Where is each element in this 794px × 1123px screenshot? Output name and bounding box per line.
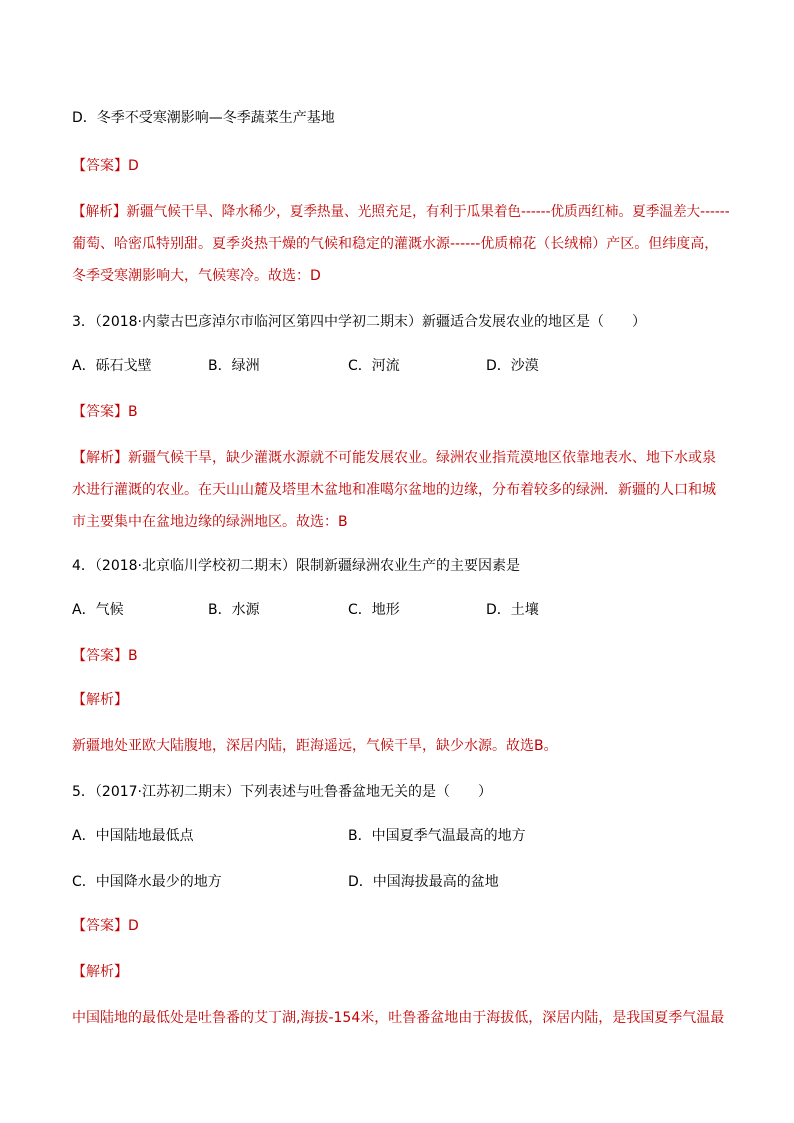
q4-option-a[interactable]: A．气候 <box>72 602 124 618</box>
q4-analysis-text: 新疆地处亚欧大陆腹地，深居内陆，距海遥远，气候干旱，缺少水源。故选B。 <box>72 738 558 754</box>
answer-value: B <box>128 404 138 420</box>
q2-analysis-line-1 <box>72 202 730 222</box>
q2-answer <box>72 156 139 176</box>
q3-analysis-line-3: 市主要集中在盆地边缘的绿洲地区。故选：B <box>72 514 348 530</box>
analysis-tag: 【解析】 <box>72 204 127 220</box>
q4-stem: 4．（2018·北京临川学校初二期末）限制新疆绿洲农业生产的主要因素是 <box>72 558 520 574</box>
q4-option-b[interactable]: B．水源 <box>208 602 260 618</box>
q2-analysis-line-2: 葡萄、哈密瓜特别甜。夏季炎热干燥的气候和稳定的灌溉水源------优质棉花（长绒棉）产区。但纬度高， <box>72 236 719 252</box>
answer-tag: 【答案】 <box>72 158 128 174</box>
q4-answer <box>72 646 138 666</box>
q4-analysis-label: 【解析】 <box>72 692 128 708</box>
q3-option-a[interactable]: A．砾石戈壁 <box>72 358 152 374</box>
q4-option-c[interactable]: C．地形 <box>348 602 400 618</box>
q5-option-a[interactable]: A．中国陆地最低点 <box>72 828 194 844</box>
q5-option-b[interactable]: B．中国夏季气温最高的地方 <box>348 828 526 844</box>
answer-value: D <box>128 918 139 934</box>
q3-option-d[interactable]: D．沙漠 <box>486 358 539 374</box>
q2-analysis-line-3: 冬季受寒潮影响大，气候寒冷。故选：D <box>72 268 321 284</box>
q3-answer <box>72 402 138 422</box>
analysis-text: 新疆气候干旱，缺少灌溉水源就不可能发展农业。绿洲农业指荒漠地区依靠地表水、地下水或泉 <box>128 450 716 466</box>
q2-option-d: D．冬季不受寒潮影响—冬季蔬菜生产基地 <box>72 110 335 126</box>
q5-analysis-label: 【解析】 <box>72 964 128 980</box>
q5-option-d[interactable]: D．中国海拔最高的盆地 <box>348 874 499 890</box>
q5-option-c[interactable]: C．中国降水最少的地方 <box>72 874 222 890</box>
q3-stem: 3．（2018·内蒙古巴彦淖尔市临河区第四中学初二期末）新疆适合发展农业的地区是（ ） <box>72 314 646 330</box>
q3-option-c[interactable]: C．河流 <box>348 358 400 374</box>
answer-tag: 【答案】 <box>72 918 128 934</box>
answer-tag: 【答案】 <box>72 648 128 664</box>
answer-value: D <box>128 158 139 174</box>
q5-analysis-text: 中国陆地的最低处是吐鲁番的艾丁湖,海拔-154米，吐鲁番盆地由于海拔低，深居内陆，是我国夏季气温最 <box>72 1010 725 1026</box>
analysis-text: 新疆气候干旱、降水稀少，夏季热量、光照充足，有利于瓜果着色------优质西红柿。夏季温差大------ <box>126 204 730 220</box>
q4-option-d[interactable]: D．土壤 <box>486 602 539 618</box>
q3-option-b[interactable]: B．绿洲 <box>208 358 260 374</box>
answer-value: B <box>128 648 138 664</box>
q5-stem: 5．（2017·江苏初二期末）下列表述与吐鲁番盆地无关的是（ ） <box>72 784 492 800</box>
q3-analysis-line-2: 水进行灌溉的农业。在天山山麓及塔里木盆地和准噶尔盆地的边缘，分布着较多的绿洲．新疆的人口和城 <box>72 482 716 498</box>
q3-analysis-line-1 <box>72 448 716 468</box>
answer-tag: 【答案】 <box>72 404 128 420</box>
q5-answer <box>72 916 139 936</box>
analysis-tag: 【解析】 <box>72 450 128 466</box>
